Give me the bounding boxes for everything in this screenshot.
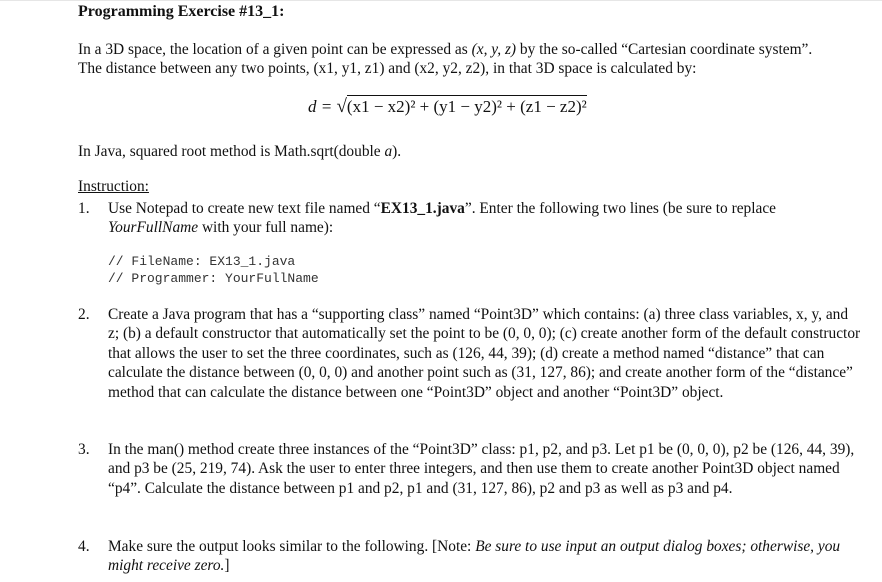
top-border (0, 0, 882, 1)
distance-formula (308, 96, 587, 118)
intro-coord: (x, y, z) (471, 41, 517, 58)
item-number: 4. (78, 538, 90, 555)
java-note-arg: a (384, 143, 393, 160)
intro-text-a: In a 3D space, the location of a given point can be expressed as (78, 41, 472, 58)
note-italic: Be sure to use input an output dialog boxes; otherwise, you might receive zero. (108, 538, 841, 575)
full-name-italic: YourFullName (108, 219, 199, 237)
item-text: with your full name): (198, 219, 334, 237)
instruction-item-3 (78, 440, 863, 498)
item-body: Create a Java program that has a “supporting class” named “Point3D” which contains: (a) three class variables, x, y, and z; (b) a default constructor that automatically set the point to be (0, 0, 0); (c) create another form of the default constructor that allows the user to set the three coordinates, such as (126, 44, 39); (d) create a method named “distance” that can calculate the distance between (0, 0, 0) and another point such as (31, 127, 86); and create another form of the “distance” method that can calculate the distance between one “Point3D” object and another “Point3D” object. (108, 306, 861, 401)
code-line: // FileName: EX13_1.java (108, 254, 296, 269)
item-number: 1. (78, 200, 90, 217)
exercise-title: Programming Exercise #13_1: (78, 3, 285, 20)
item-text: ] (224, 557, 230, 575)
radical-sign: √ (336, 96, 347, 117)
instruction-item-2 (78, 305, 863, 402)
formula-lhs: d = (308, 97, 337, 116)
item-text: Make sure the output looks similar to the following. [Note: (108, 538, 476, 555)
instruction-item-1 (78, 199, 863, 238)
formula-radicand: (x1 − x2)² + (y1 − y2)² + (z1 − z2)² (346, 97, 587, 116)
intro-text-b: by the so-called “Cartesian coordinate system”. The distance between any two points, (x1, y1, z1) and (x2, y2, z2), in that 3D space is calculated by: (78, 41, 813, 77)
code-line: // Programmer: YourFullName (108, 271, 319, 286)
item-body (108, 537, 863, 576)
item-number: 2. (78, 306, 90, 323)
java-note-text-b: ). (392, 143, 402, 160)
item-body (108, 199, 863, 238)
item-body: In the man() method create three instances of the “Point3D” class: p1, p2, and p3. Let p1 be (0, 0, 0), p2 be (126, 44, 39), and p3 be (25, 219, 74). Ask the user to enter three integers, and then use them to create another Point3D object named “p4”. Calculate the distance between p1 and p2, p1 and (31, 127, 86), p2 and p3 as well as p3 and p4. (108, 441, 855, 497)
item-text: ”. Enter the following two lines (be sure to replace (464, 200, 777, 217)
instruction-heading: Instruction: (78, 178, 149, 195)
intro-paragraph (78, 40, 818, 78)
item-number: 3. (78, 441, 90, 458)
file-name-bold: EX13_1.java (380, 200, 465, 217)
item-text: Use Notepad to create new text file named “ (108, 200, 381, 217)
instruction-item-4 (78, 537, 863, 576)
java-sqrt-note (78, 143, 401, 161)
code-block (108, 253, 319, 287)
java-note-text-a: In Java, squared root method is Math.sqrt(double (78, 143, 385, 160)
